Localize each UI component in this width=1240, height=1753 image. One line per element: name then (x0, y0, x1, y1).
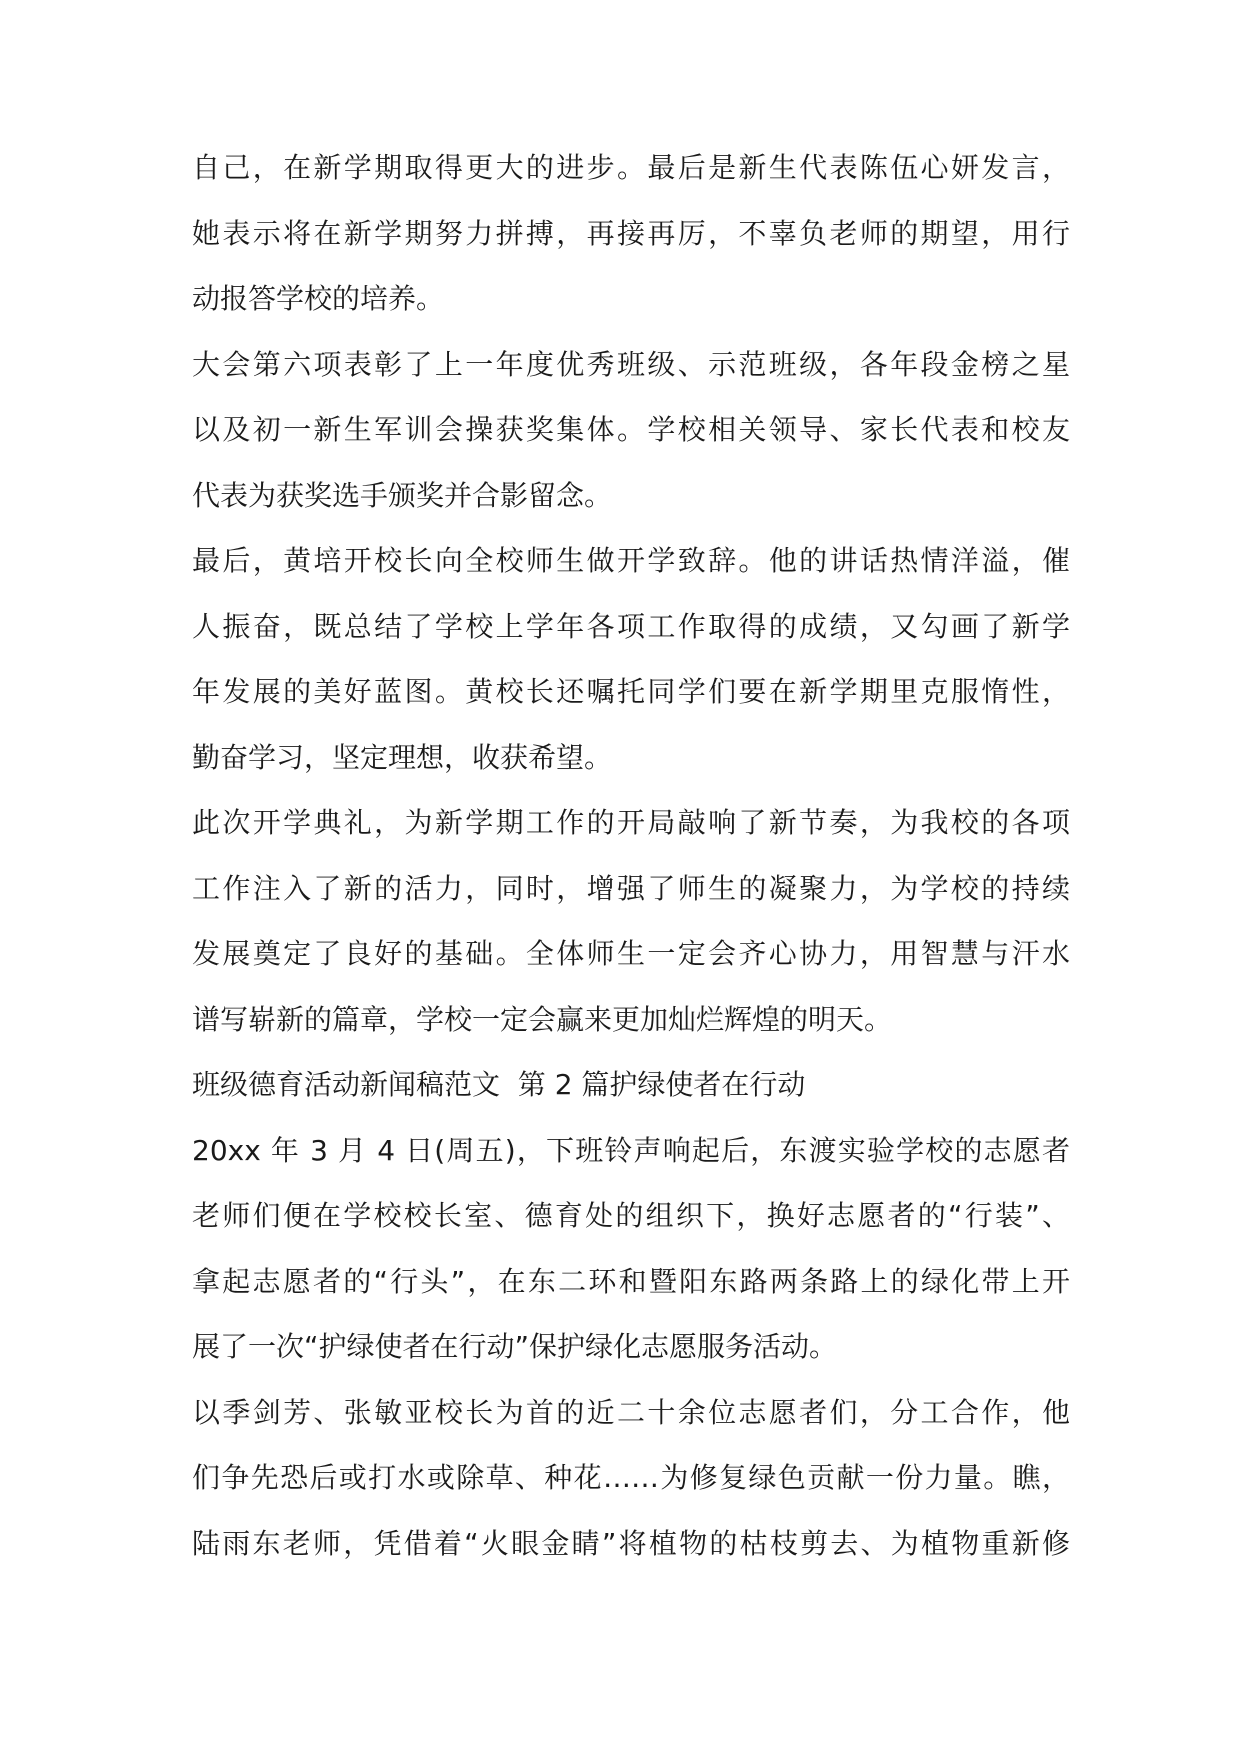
section-heading: 班级德育活动新闻稿范文 第 2 篇护绿使者在行动 (192, 1068, 806, 1101)
text-line: 自己，在新学期取得更大的进步。最后是新生代表陈伍心妍发言， (192, 151, 1070, 184)
text-line: 们争先恐后或打水或除草、种花……为修复绿色贡献一份力量。瞧， (192, 1461, 1070, 1494)
text-line: 代表为获奖选手颁奖并合影留念。 (192, 478, 613, 512)
text-line: 年发展的美好蓝图。黄校长还嘱托同学们要在新学期里克服惰性， (192, 675, 1070, 708)
text-line: 20xx 年 3 月 4 日(周五)，下班铃声响起后，东渡实验学校的志愿者 (192, 1133, 1070, 1167)
text-line: 谱写崭新的篇章，学校一定会赢来更加灿烂辉煌的明天。 (192, 1002, 893, 1036)
text-line: 发展奠定了良好的基础。全体师生一定会齐心协力，用智慧与汗水 (192, 937, 1070, 970)
text-line: 工作注入了新的活力，同时，增强了师生的凝聚力，为学校的持续 (192, 871, 1070, 905)
text-line: 最后，黄培开校长向全校师生做开学致辞。他的讲话热情洋溢，催 (192, 544, 1070, 577)
document-body (192, 135, 1070, 1576)
text-line: 她表示将在新学期努力拼搏，再接再厉，不辜负老师的期望，用行 (192, 216, 1070, 250)
text-line: 动报答学校的培养。 (192, 282, 445, 315)
text-line: 老师们便在学校校长室、德育处的组织下，换好志愿者的“行装”、 (192, 1199, 1070, 1232)
text-line: 陆雨东老师，凭借着“火眼金睛”将植物的枯枝剪去、为植物重新修 (192, 1526, 1070, 1560)
text-line: 以及初一新生军训会操获奖集体。学校相关领导、家长代表和校友 (192, 413, 1070, 446)
text-line: 拿起志愿者的“行头”，在东二环和暨阳东路两条路上的绿化带上开 (192, 1264, 1070, 1298)
text-line: 展了一次“护绿使者在行动”保护绿化志愿服务活动。 (192, 1330, 838, 1363)
text-line: 勤奋学习，坚定理想，收获希望。 (192, 740, 613, 774)
text-line: 以季剑芳、张敏亚校长为首的近二十余位志愿者们，分工合作，他 (192, 1395, 1070, 1429)
text-line: 大会第六项表彰了上一年度优秀班级、示范班级，各年段金榜之星 (192, 347, 1070, 381)
text-line: 人振奋，既总结了学校上学年各项工作取得的成绩，又勾画了新学 (192, 609, 1070, 643)
text-line: 此次开学典礼，为新学期工作的开局敲响了新节奏，为我校的各项 (192, 806, 1070, 839)
